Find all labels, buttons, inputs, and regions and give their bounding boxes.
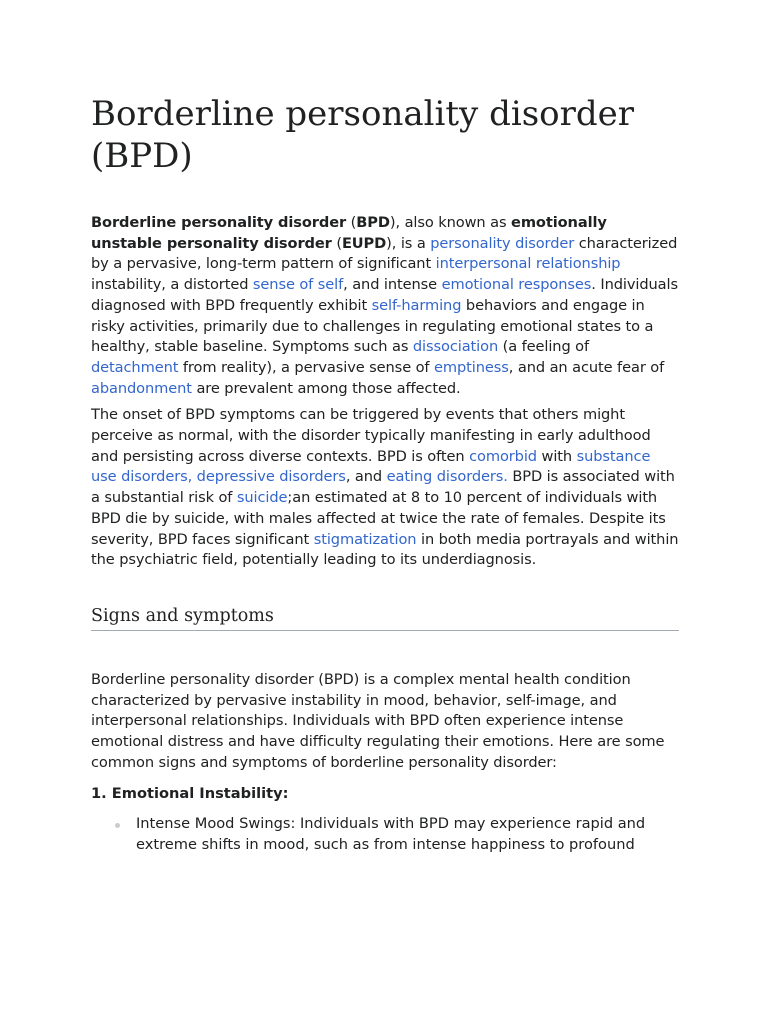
- link-comorbid[interactable]: comorbid: [469, 447, 537, 465]
- link-emotional-responses[interactable]: emotional responses: [441, 276, 592, 294]
- text-run: BPD is associated with a substantial risk of: [91, 468, 675, 507]
- text-run: ;an estimated at 8 to 10 percent of individuals with BPD die by suicide, with males affected at twice the rate of females. Despite its severity, BPD faces significant: [91, 489, 666, 548]
- text-run: ), also known as: [389, 214, 512, 231]
- term-eupd-name: emotionally unstable personality disorder: [91, 214, 607, 252]
- link-interpersonal-relationship[interactable]: interpersonal relationship: [435, 255, 621, 273]
- bullet-dot-icon: [115, 823, 120, 828]
- link-eating-disorders[interactable]: eating disorders.: [386, 468, 508, 486]
- link-dissociation[interactable]: dissociation: [412, 338, 499, 356]
- text-run: , and intense: [343, 276, 442, 294]
- link-stigmatization[interactable]: stigmatization: [313, 530, 417, 548]
- term-bpd-abbr: BPD: [356, 214, 390, 231]
- list-item: [136, 814, 679, 855]
- link-detachment[interactable]: detachment: [91, 358, 179, 376]
- text-run: , and: [345, 468, 387, 486]
- term-eupd-abbr: EUPD: [341, 234, 387, 252]
- link-personality-disorder[interactable]: personality disorder: [430, 234, 575, 252]
- text-run: characterized by a pervasive, long-term pattern of significant: [91, 234, 678, 273]
- text-run: . Individuals diagnosed with BPD frequently exhibit: [91, 276, 678, 314]
- link-suicide[interactable]: suicide: [236, 489, 288, 507]
- page-title: [91, 93, 679, 177]
- section-heading-signs-symptoms: Signs and symptoms: [91, 605, 679, 631]
- link-self-harming[interactable]: self-harming: [371, 296, 462, 314]
- text-run: ), is a: [386, 234, 431, 252]
- text-run: (: [346, 214, 357, 231]
- text-run: The onset of BPD symptoms can be triggered by events that others might perceive as normal, with the disorder typically manifesting in early adulthood and persisting across diverse contexts. BPD is often: [91, 406, 651, 465]
- list-item-text: Intense Mood Swings: Individuals with BPD may experience rapid and extreme shifts in mood, such as from intense happiness to profound: [136, 815, 646, 854]
- text-run: instability, a distorted: [91, 276, 253, 294]
- text-run: , and an acute fear of: [508, 358, 665, 376]
- term-bpd-name: Borderline personality disorder: [91, 214, 347, 231]
- text-run: (a feeling of: [498, 338, 590, 356]
- text-run: behaviors and engage in risky activities, primarily due to challenges in regulating emotional states to a healthy, stable baseline. Symptoms such as: [91, 296, 654, 356]
- page-title-line-2: (BPD): [91, 136, 193, 176]
- text-run: (: [331, 234, 342, 252]
- section-paragraph: Borderline personality disorder (BPD) is a complex mental health condition characterized by pervasive instability in mood, behavior, self-image, and interpersonal relationships. Individuals with BPD often experience intense emotional distress and have difficulty regulating their emotions. Here are some common signs and symptoms of borderline personality disorder:: [91, 670, 665, 771]
- text-run: from reality), a pervasive sense of: [178, 358, 435, 376]
- symptom-list: [91, 814, 679, 855]
- link-sense-of-self[interactable]: sense of self: [252, 276, 344, 294]
- article-content: [91, 93, 679, 856]
- page-title-line-1: Borderline personality disorder: [91, 94, 635, 134]
- text-run: in both media portrayals and within the psychiatric field, potentially leading to its underdiagnosis.: [91, 530, 679, 569]
- link-abandonment[interactable]: abandonment: [91, 379, 192, 397]
- link-emptiness[interactable]: emptiness: [434, 358, 509, 376]
- subheading-emotional-instability: 1. Emotional Instability:: [91, 785, 289, 803]
- intro-paragraph: [91, 213, 679, 399]
- onset-paragraph: [91, 405, 679, 571]
- text-run: with: [536, 447, 577, 465]
- text-run: are prevalent among those affected.: [191, 379, 461, 397]
- link-substance-use-disorders[interactable]: substance use disorders, depressive disorders: [91, 447, 651, 486]
